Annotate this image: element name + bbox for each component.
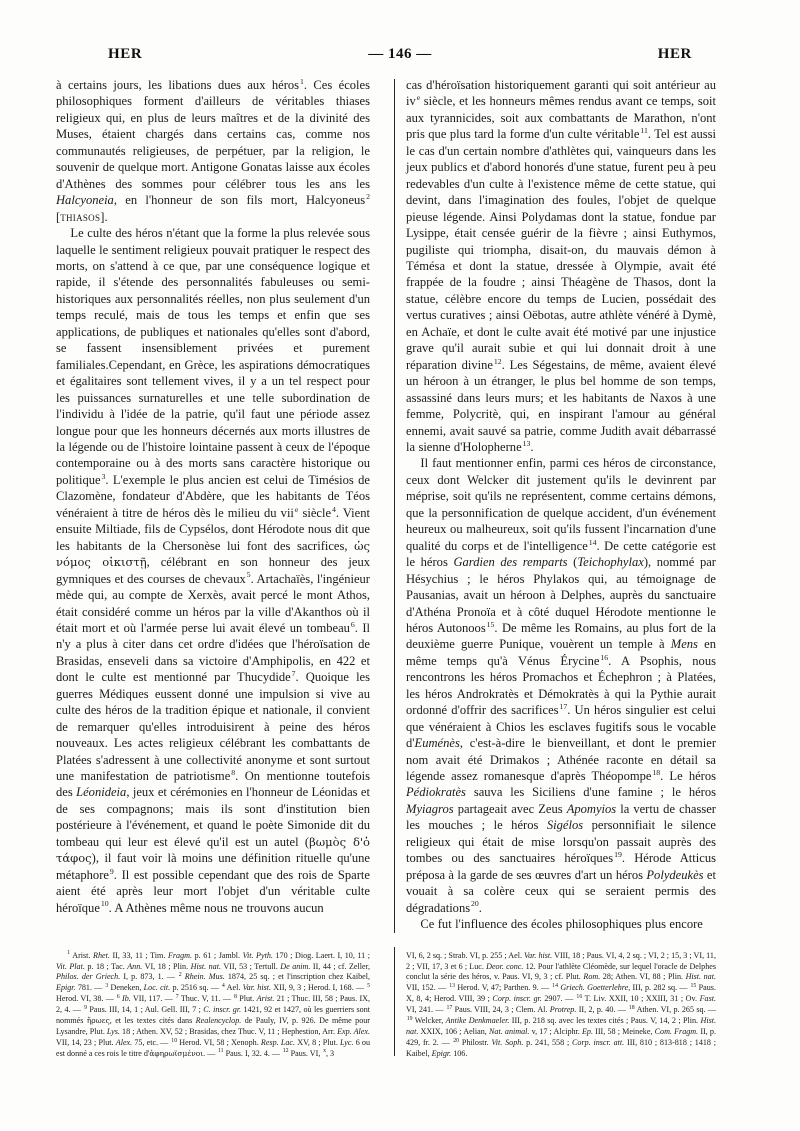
column-divider-rule: [394, 79, 395, 933]
left-footnote-column: [56, 951, 386, 1061]
two-column-body: [56, 77, 744, 933]
running-head: [56, 46, 744, 63]
paragraph: Le culte des héros n'étant que la forme la plus relevée sous laquelle le sentiment religieux pouvait pratiquer le respect des morts, on s'attend à ce que, par une conséquence logique et rapide, il s'étende des personnalités fabuleuses ou semi-historiques aux personnalités réelles, non plus seulement d'un temps reculé, mais de tous les temps et enfin que ses applications, de publiques et nationales qu'elles sont d'abord, se fassent insensiblement privées et purement familiales.Cependant, en Grèce, les aspirations démocratiques et égalitaires sont tellement vives, il y a un tel respect pour les puissances surnaturelles et une telle subordination de l'individu à l'idée de la patrie, qu'il faut une période assez longue pour que les honneurs décernés aux morts illustres de la légende ou de l'histoire lointaine passent à ceux de l'époque contemporaine ou à des morts sans caractère historique ou politique$^3$. L'exemple le plus ancien est celui de Timésios de Clazomène, fondateur d'Abdère, que les habitants de Téos vénéraient à titre de héros dès le milieu du vii$^e$ siècle$^4$. Vient ensuite Miltiade, fils de Cypsélos, dont Hérodote nous dit que les habitants de la Chersonèse lui font des sacrifices, ὡς νόμος οἰκιστῇ, célébrant en son honneur des jeux gymniques et des courses de chevaux$^5$. Artachaïès, l'ingénieur mède qui, au compte de Xerxès, avait percé le mont Athos, était considéré comme un héros par la ville d'Akanthos où il était mort et où l'armée perse lui avait élevé un tombeau$^6$. Il n'y a plus à citer dans cet ordre d'idées que l'héroïsation de Brasidas, enseveli dans sa victoire d'Amphipolis, en 422 et dont le culte est mentionné par Thucydide$^7$. Quoique les guerres Médiques eussent donné une impulsion si vive au culte des héros de la tradition épique et nationale, il convient de remarquer qu'elles introduisirent à peine des héros nouveaux. Les actes religieux célébrant les combattants de Platées s'adressent à une collectivité anonyme et sont surtout une manifestation de patriotisme$^8$. On mentionne toutefois des Léonideia, jeux et cérémonies en l'honneur de Léonidas et de ses compagnons; mais ils sont d'institution bien postérieure à l'événement, et quand le poète Simonide dit du tombeau qui leur est élevé qu'il est un autel (βωμὸς δ'ὁ τάφος), il faut voir là moins une définition rituelle qu'une métaphore$^9$. Il est possible cependant que des rois de Sparte aient été après leur mort l'objet d'un véritable culte héroïque$^{10}$. A Athènes même nous ne trouvons aucun: [56, 226, 371, 915]
footnote-text: VI, 6, 2 sq. ; Strab. VI, p. 255 ; Ael. Var. hist. VIII, 18 ; Paus. VI, 4, 2 sq. ; VI, 2 ; 15, 3 ; VI, 11, 2 ; VII, 17, 3 et 6 ; Luc. Deor. conc. 12. Pour l'athlète Cléomède, sur lequel l'oracle de Delphes conclut la série des héros, v. Paus. VI, 9, 3 ; cf. Plut. Rom. 28; Athen. VI, 88 ; Plin. Hist. nat. VII, 152. — $^{13}$ Herod. V, 47; Parthen. 9. — $^{14}$ Griech. Goetterlehre, III, p. 282 sq. — $^{15}$ Paus. X, 8, 4; Herod. VIII, 39 ; Corp. inscr. gr. 2907. — $^{16}$ T. Liv. XXII, 10 ; XXIII, 31 ; Ov. Fast. VI, 241. — $^{17}$ Paus. VIII, 24, 3 ; Clem. Al. Protrep. II, 2, p. 40. — $^{18}$ Athen. VI, p. 265 sq. — $^{19}$ Welcker, Antike Denkmaeler. III, p. 218 sq. avec les textes cités ; Paus. V, 14, 2 ; Plin. Hist. nat. XXIX, 106 ; Aelian, Nat. animal. v, 17 ; Alciphr. Ep. III, 58 ; Meineke, Com. Fragm. II, p. 429, fr. 2. — $^{20}$ Philostr. Vit. Soph. p. 241, 558 ; Corp. inscr. att. III, 810 ; 813-818 ; 1418 ; Kaibel, Epigr. 106.: [406, 950, 717, 1059]
running-head-right: HER: [657, 46, 692, 62]
right-text-column: [386, 77, 716, 933]
paragraph: Ce fut l'influence des écoles philosophiques plus encore: [420, 917, 703, 932]
paragraph: à certains jours, les libations dues aux héros$^1$. Ces écoles philosophiques forment d'ailleurs de véritables thiases religieux qui, en plus de leurs maîtres et de la divinité des Muses, étaient chargés dans certains cas, comme nos communautés religieuses, de perpétuer, par la religion, le souvenir de quelque mort. Antigone Gonatas laisse aux écoles d'Athènes des sommes pour célébrer tous les ans les Halcyoneia, en l'honneur de son fils mort, Halcyoneus$^2$ [thiasos].: [56, 76, 370, 224]
running-head-left: HER: [108, 46, 143, 62]
footnote-column-divider-rule: [394, 947, 395, 1057]
page-folio: — 146 —: [368, 46, 432, 62]
left-text-column: [56, 77, 386, 933]
footnote-text: $^1$ Arist. Rhet. II, 33, 11 ; Tim. Fragm. p. 61 ; Jambl. Vit. Pyth. 170 ; Diog. Laert. I, 10, 11 ; Vit. Plat. p. 18 ; Tac. Ann. VI, 18 ; Plin. Hist. nat. VII, 53 ; Tertull. De anim. II, 44 ; cf. Zeller, Philos. der Griech. I, p. 873, 1. — $^2$ Rhein. Mus. 1874, 25 sq. ; et l'inscription chez Kaibel, Epigr. 781. — $^3$ Deneken, Loc. cit. p. 2516 sq. — $^4$ Ael. Var. hist. XII, 9, 3 ; Herod. I, 168. — $^5$ Herod. VI, 38. — $^6$ Ib. VII, 117. — $^7$ Thuc. V, 11. — $^8$ Plut. Arist. 21 ; Thuc. III, 58 ; Paus. IX, 2, 4. — $^9$ Paus. III, 14, 1 ; Aul. Gell. III, 7 ; C. inscr. gr. 1421, 92 et 1427, où les guerriers sont nommés ἥρωες, et les textes cités dans Realencyclop. de Pauly, IV, p. 926. De même pour Lysandre, Plut. Lys. 18 ; Athen. XV, 52 ; Brasidas, chez Thuc. V, 11 ; Hephestion, Arr. Exp. Alex. VII, 14, 23 ; Plut. Alex. 75, etc. — $^{10}$ Herod. VI, 58 ; Xenoph. Resp. Lac. XV, 8 ; Plut. Lyc. 6 ou est donné a ces rois le titre d'ἀφηρωϊσμένοι. — $^{11}$ Paus. I, 32. 4. — $^{12}$ Paus. VI, $^x$, 3: [56, 949, 371, 1059]
paragraph: cas d'héroïsation historiquement garanti qui soit antérieur au $iv^e$ siècle, et les honneurs mêmes rendus avant ce temps, soit aux tyrannicides, soit aux combattants de Marathon, n'ont pris que plus tard la forme d'un culte véritable$^{11}$. Tel est aussi le cas d'un certain nombre d'athlètes qui, vainqueurs dans les jeux publics et d'abord honorés d'une statue, furent peu à peu redevables d'un culte à l'existence même de cette statue, qui devint, dans l'imagination des foules, l'objet de quelque pieuse légende. Ainsi Polydamas dont la statue, fondue par Lysippe, était censée guérir de la fièvre ; ainsi Euthymos, pugiliste qui triompha, disait-on, du mauvais démon à Témésa et dont la statue, dressée à Olympie, avait été frappée de la foudre ; ainsi Théagène de Thasos, dont la statue, célèbre encore du temps de Lucien, possédait des vertus curatives ; ainsi Oëbotas, autre athlète vénéré à Dymè, en Achaïe, et dont le culte avait été motivé par une injustice grave qu'il aurait subie et qui lui donnait droit à une réparation divine$^{12}$. Les Ségestains, de même, avaient élevé un héroon à un étranger, le plus bel homme de son temps, assassiné dans leurs murs; et les habitants de Naxos à une femme, Polycritè, qui, en inspirant l'amour au général ennemi, avait sauvé sa patrie, comme Judith avait débarrassé la sienne d'Holopherne$^{13}$.: [406, 78, 717, 454]
right-footnote-column: [386, 951, 716, 1061]
paragraph: Il faut mentionner enfin, parmi ces héros de circonstance, ceux dont Welcker dit justement qu'ils le devinrent par méprise, soit qu'ils ne représentent, comme certains démons, que la personnification de quelque accident, d'un événement heureux ou malheureux, soit qu'ils fussent l'incarnation d'une qualité du corps et de l'intelligence$^{14}$. De cette catégorie est le héros Gardien des remparts (Teichophylax), nommé par Hésychius ; le héros Phylakos qui, au témoignage de Pausanias, avait un héroon à Delphes, auprès du sanctuaire d'Athéna Pronoïa et à côté duquel Hérodote mentionne le héros Autonoos$^{15}$. De même les Romains, au plus fort de la deuxième guerre Punique, vouèrent un temple à Mens en même temps qu'à Vénus Érycine$^{16}$. A Psophis, nous rencontrons les héros Promachos et Échephron ; à Platées, les héros Androkratès et Démokratès à qui la Pythie aurait ordonné d'offrir des sacrifices$^{17}$. Un héros singulier est celui que vénéraient à Chios les esclaves fugitifs sous le vocable d'Euménès, c'est-à-dire le bienveillant, et dont le premier nom avait été Drimakos ; Athénée raconte en détail sa légende assez romanesque d'après Théopompe$^{18}$. Le héros Pédiokratès sauva les Siciliens d'une famine ; le héros Myiagros partageait avec Zeus Apomyios la vertu de chasser les mouches ; le héros Sigélos personnifiait le silence religieux qui était de mise lorsqu'on passait auprès des tombes ou des sanctuaires héroïques$^{19}$. Hérode Atticus préposa à la garde de ses œuvres d'art un héros Polydeukès et vouait à sa colère ceux qui se seraient permis des dégradations$^{20}$.: [406, 456, 716, 915]
footnotes-area: [56, 951, 744, 1061]
